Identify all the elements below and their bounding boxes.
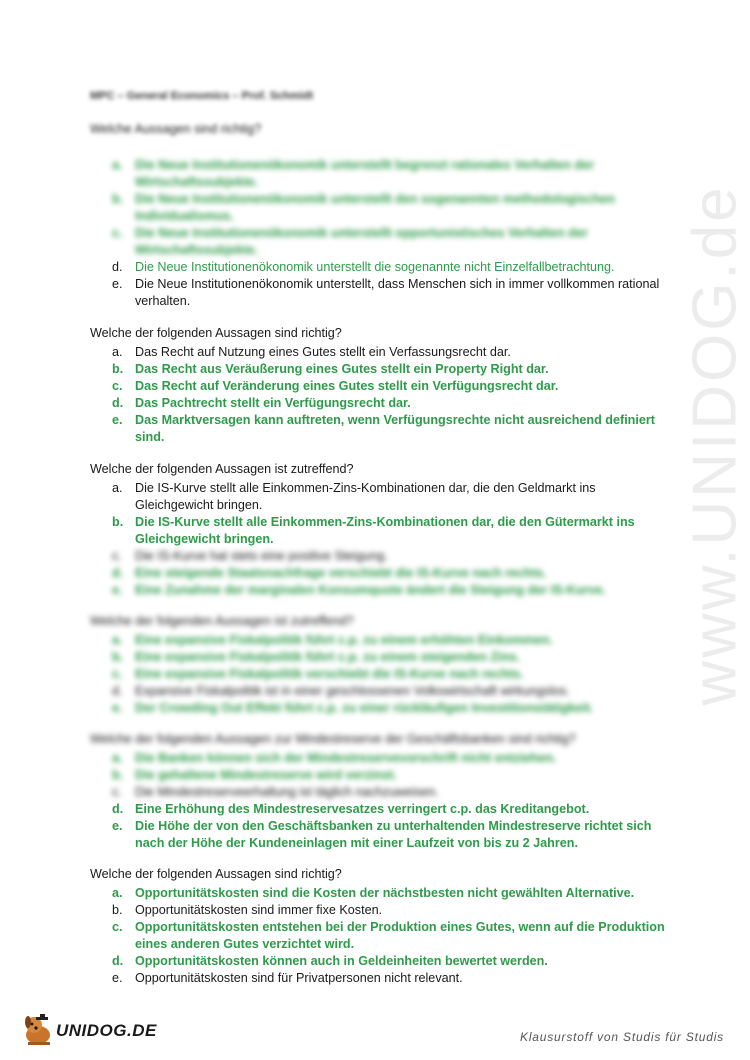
answer-option: d. Die Neue Institutionenökonomik unterstellt die sogenannte nicht Einzelfallbetrachtung. [112,260,615,274]
question-text: Welche der folgenden Aussagen ist zutreffend? [90,462,354,476]
answer-option: e. Die Höhe der von den Geschäftsbanken zu unterhaltenden Mindestreserve richtet sich nach der Höhe der Kundeneinlagen mit einer Laufzeit von bis zu 2 Jahren. [112,819,652,850]
answer-option: b. Die Neue Institutionenökonomik unterstellt den sogenannten methodologischen Individualismus. [112,192,615,223]
unidog-logo[interactable] [22,1013,157,1047]
answer-option: d. Das Pachtrecht stellt ein Verfügungsrecht dar. [112,396,411,410]
answer-option: a. Die Banken können sich der Mindestreservevorschrift nicht entziehen. [112,751,557,765]
answer-option: b. Die gehaltene Mindestreserve wird verzinst. [112,768,397,782]
question-block-1 [90,121,670,310]
answer-option: e. Die Neue Institutionenökonomik unterstellt, dass Menschen sich in immer vollkommen rational verhalten. [112,277,660,308]
answer-list [90,157,670,310]
question-block-5 [90,731,670,852]
question-text: Welche der folgenden Aussagen ist zutreffend? [90,614,354,628]
answer-option: a. Die Neue Institutionenökonomik unterstellt begrenzt rationales Verhalten der Wirtschaftssubjekte. [112,158,595,189]
page-header: MPC – General Economics – Prof. Schmidt [90,90,314,102]
answer-option: c. Die Mindestreserveerhaltung ist täglich nachzuweisen. [112,785,439,799]
answer-list [90,885,670,987]
answer-option: a. Opportunitätskosten sind die Kosten der nächstbesten nicht gewählten Alternative. [112,886,635,900]
answer-option: b. Opportunitätskosten sind immer fixe Kosten. [112,903,383,917]
answer-list [90,632,670,717]
logo-text: UNIDOG.DE [56,1021,157,1040]
answer-option: d. Opportunitätskosten können auch in Geldeinheiten bewertet werden. [112,954,548,968]
answer-option: c. Eine expansive Fiskalpolitik verschiebt die IS-Kurve nach rechts. [112,667,524,681]
answer-option: d. Eine Erhöhung des Mindestreservesatzes verringert c.p. das Kreditangebot. [112,802,590,816]
answer-option: c. Die Neue Institutionenökonomik unterstellt opportunistisches Verhalten der Wirtschaftssubjekte. [112,226,588,257]
answer-list [90,344,670,446]
answer-option: b. Eine expansive Fiskalpolitik führt c.p. zu einem steigenden Zins. [112,650,520,664]
answer-option: a. Das Recht auf Nutzung eines Gutes stellt ein Verfassungsrecht dar. [112,345,511,359]
answer-option: a. Die IS-Kurve stellt alle Einkommen-Zins-Kombinationen dar, die den Geldmarkt ins Gleichgewicht bringen. [112,481,596,512]
answer-option: a. Eine expansive Fiskalpolitik führt c.p. zu einem erhöhten Einkommen. [112,633,553,647]
watermark: www.UNIDOG.de [680,184,750,706]
answer-option: b. Das Recht aus Veräußerung eines Gutes stellt ein Property Right dar. [112,362,549,376]
answer-option: e. Opportunitätskosten sind für Privatpersonen nicht relevant. [112,971,463,985]
answer-option: e. Der Crowding Out Effekt führt c.p. zu einer rückläufigen Investitionstätigkeit. [112,701,594,715]
question-text: Welche der folgenden Aussagen sind richtig? [90,867,342,881]
dog-mascot-icon [22,1013,58,1047]
question-text: Welche Aussagen sind richtig? [90,122,262,136]
answer-list [90,480,670,599]
question-block-2 [90,325,670,446]
question-text: Welche der folgenden Aussagen zur Mindestreserve der Geschäftsbanken sind richtig? [90,732,576,746]
answer-option: c. Opportunitätskosten entstehen bei der Produktion eines Gutes, wenn auf die Produktion eines anderen Gutes verzichtet wird. [112,920,665,951]
answer-option: c. Das Recht auf Veränderung eines Gutes stellt ein Verfügungsrecht dar. [112,379,559,393]
answer-option: e. Das Marktversagen kann auftreten, wenn Verfügungsrechte nicht ausreichend definiert sind. [112,413,655,444]
question-block-6 [90,866,670,987]
question-block-4 [90,613,670,717]
question-block-3 [90,461,670,599]
footer-tagline: Klausurstoff von Studis für Studis [520,1030,724,1044]
answer-option: d. Eine steigende Staatsnachfrage verschiebt die IS-Kurve nach rechts. [112,566,547,580]
answer-option: b. Die IS-Kurve stellt alle Einkommen-Zins-Kombinationen dar, die den Gütermarkt ins Gleichgewicht bringen. [112,515,635,546]
question-text: Welche der folgenden Aussagen sind richtig? [90,326,342,340]
answer-option: d. Expansive Fiskalpolitik ist in einer geschlossenen Volkswirtschaft wirkungslos. [112,684,570,698]
answer-list [90,750,670,852]
answer-option: e. Eine Zunahme der marginalen Konsumquote ändert die Steigung der IS-Kurve. [112,583,606,597]
answer-option: c. Die IS-Kurve hat stets eine positive Steigung. [112,549,388,563]
